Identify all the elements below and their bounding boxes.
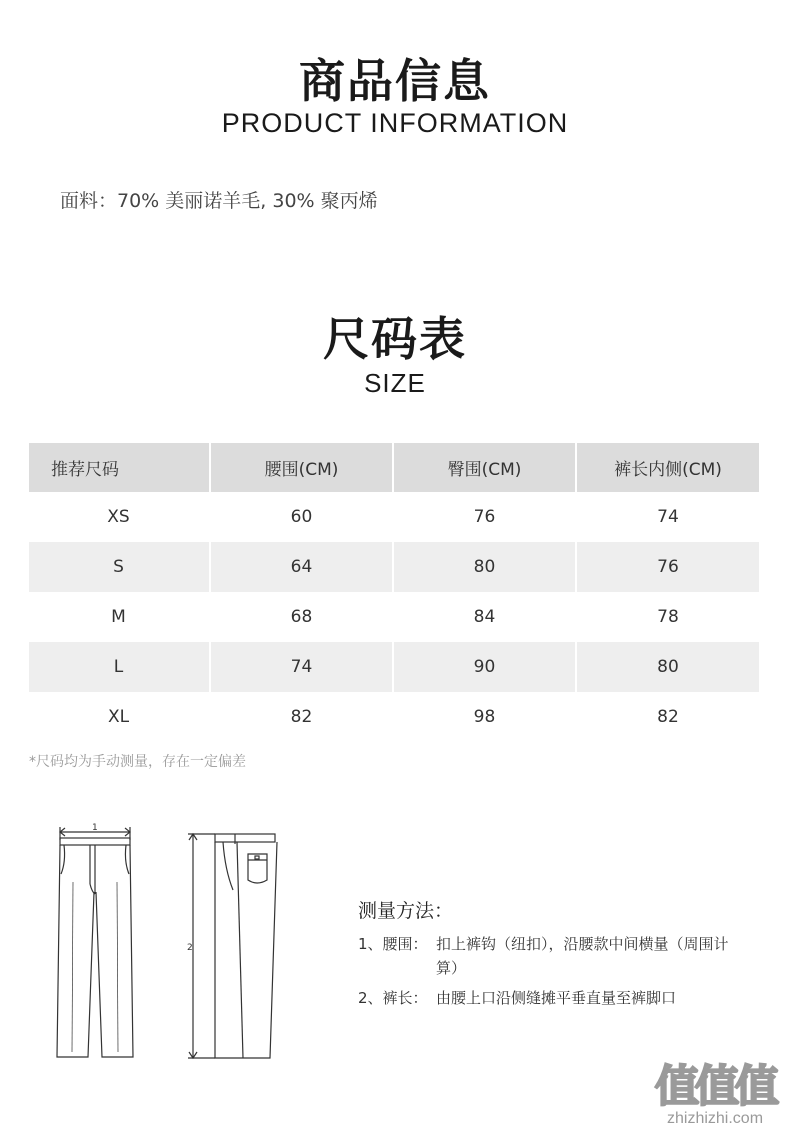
step-text: 由腰上口沿侧缝摊平垂直量至裤脚口 (436, 989, 677, 1007)
product-info-title: 商品信息 (299, 54, 491, 108)
measurement-note: *尺码均为手动测量，存在一定偏差 (29, 754, 246, 770)
size-chart-title: 尺码表 (323, 312, 467, 366)
table-row (29, 542, 759, 592)
waist-measure-label: 1 (92, 823, 98, 833)
size-cell: XL (107, 707, 130, 727)
size-cell: XS (107, 507, 130, 527)
header-inseam: 裤长内侧(CM) (576, 443, 759, 492)
product-info-subtitle: PRODUCT INFORMATION (221, 108, 569, 138)
fabric-composition: 面料：70% 美丽诺羊毛, 30% 聚丙烯 (60, 190, 378, 212)
table-row (29, 692, 759, 742)
trousers-side-diagram (185, 830, 285, 1065)
header-hip: 臀围(CM) (393, 443, 576, 492)
size-cell: M (111, 607, 126, 627)
waist-cell: 64 (210, 542, 393, 592)
hip-cell: 98 (393, 692, 576, 742)
inseam-cell: 80 (576, 642, 759, 692)
table-row (29, 492, 759, 542)
step-label: 1、腰围： (358, 935, 428, 953)
hip-cell: 76 (393, 492, 576, 542)
size-cell: S (29, 542, 210, 592)
measurement-method-title: 测量方法： (358, 900, 454, 922)
trousers-front-diagram (50, 822, 140, 1062)
watermark (640, 1062, 790, 1128)
waist-cell: 60 (210, 492, 393, 542)
header-waist: 腰围(CM) (210, 443, 393, 492)
waist-cell: 68 (210, 592, 393, 642)
table-row (29, 642, 759, 692)
hip-cell: 80 (393, 542, 576, 592)
size-table (29, 443, 759, 742)
table-row (29, 592, 759, 642)
inseam-cell: 74 (576, 492, 759, 542)
method-step-length (358, 986, 758, 1010)
waist-cell: 82 (210, 692, 393, 742)
hip-cell: 84 (393, 592, 576, 642)
table-header-row (29, 443, 759, 492)
inseam-cell: 82 (576, 692, 759, 742)
hip-cell: 90 (393, 642, 576, 692)
watermark-url: zhizhizhi.com (666, 1110, 764, 1127)
waist-cell: 74 (210, 642, 393, 692)
size-cell: L (29, 642, 210, 692)
watermark-logo: 值值值 (655, 1061, 775, 1112)
method-step-waist (358, 932, 758, 980)
inseam-cell: 76 (576, 542, 759, 592)
step-text: 扣上裤钩（纽扣），沿腰款中间横量（周围计算） (436, 935, 729, 977)
header-size: 推荐尺码 (29, 443, 210, 492)
size-chart-subtitle: SIZE (364, 368, 426, 398)
inseam-cell: 78 (576, 592, 759, 642)
length-measure-label: 2 (187, 943, 193, 953)
step-label: 2、裤长： (358, 989, 428, 1007)
